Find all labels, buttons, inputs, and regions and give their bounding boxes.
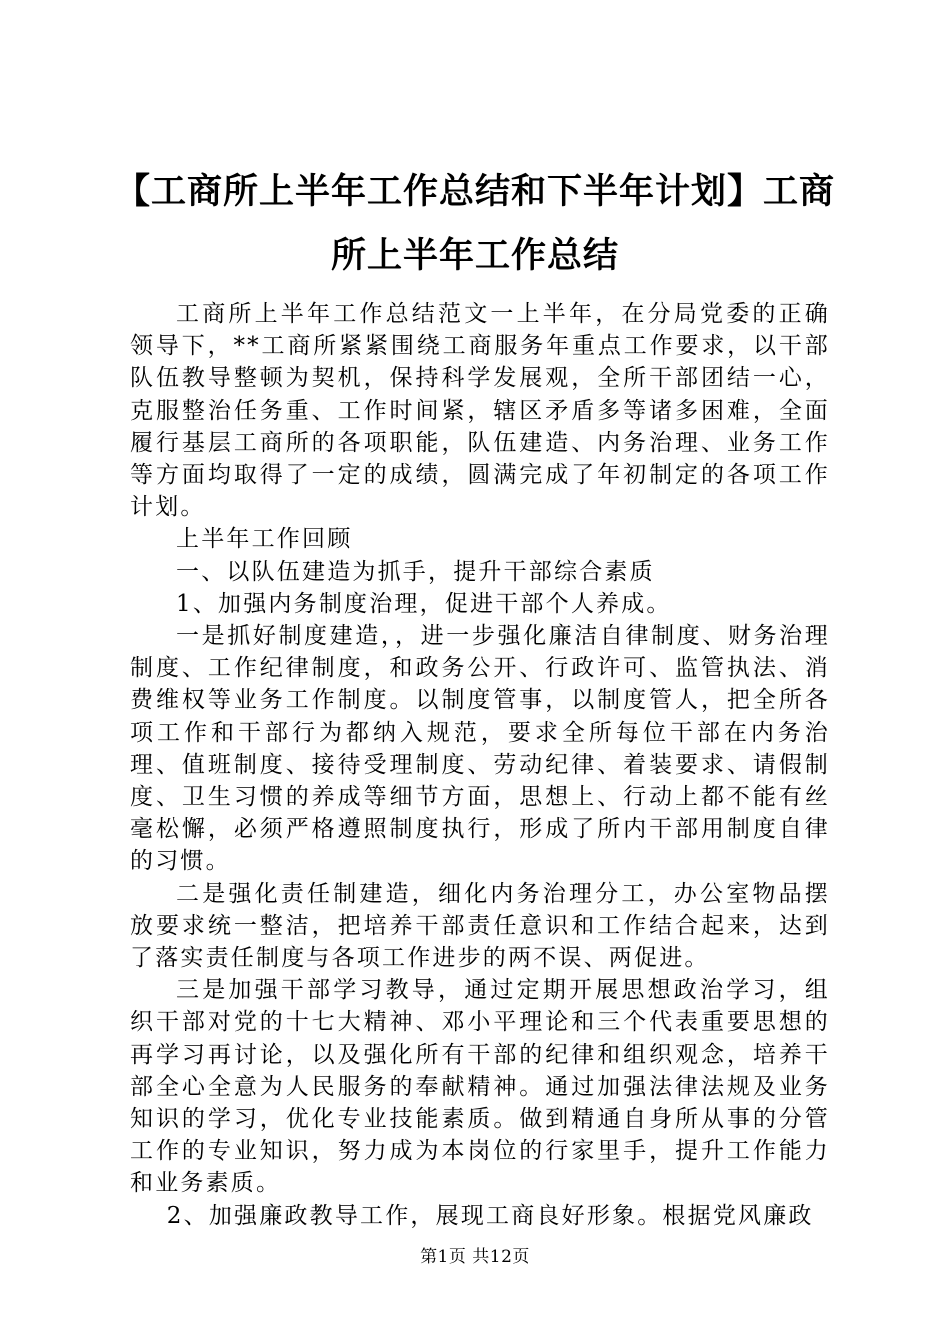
document-body — [130, 298, 830, 1232]
paragraph-point-2: 二是强化责任制建造，细化内务治理分工，办公室物品摆放要求统一整洁，把培养干部责任意识和工作结合起来，达到了落实责任制度与各项工作进步的两不误、两促进。 — [130, 880, 830, 972]
subsection-heading-1: 1、加强内务制度治理，促进干部个人养成。 — [176, 590, 672, 617]
paragraph-point-1: 一是抓好制度建造，，进一步强化廉洁自律制度、财务治理制度、工作纪律制度，和政务公开、行政许可、监管执法、消费维权等业务工作制度。以制度管事，以制度管人，把全所各项工作和干部行为都纳入规范，要求全所每位干部在内务治理、值班制度、接待受理制度、劳动纪律、着装要求、请假制度、卫生习惯的养成等细节方面，思想上、行动上都不能有丝毫松懈，必须严格遵照制度执行，形成了所内干部用制度自律的习惯。 — [130, 623, 830, 875]
page-footer: 第1页 共12页 — [420, 1247, 530, 1267]
document-title: 【工商所上半年工作总结和下半年计划】工商所上半年工作总结 — [114, 171, 835, 276]
paragraph-point-3: 三是加强干部学习教导，通过定期开展思想政治学习，组织干部对党的十七大精神、邓小平理论和三个代表重要思想的再学习再讨论，以及强化所有干部的纪律和组织观念，培养干部全心全意为人民服务的奉献精神。通过加强法律法规及业务知识的学习，优化专业技能素质。做到精通自身所从事的分管工作的专业知识，努力成为本岗位的行家里手，提升工作能力和业务素质。 — [130, 977, 830, 1197]
paragraph-subsection-2: 2、加强廉政教导工作，展现工商良好形象。根据党风廉政 — [166, 1202, 814, 1229]
section-heading-review: 上半年工作回顾 — [176, 526, 353, 553]
paragraph-intro: 工商所上半年工作总结范文一上半年，在分局党委的正确领导下，**工商所紧紧围绕工商服务年重点工作要求，以干部队伍教导整顿为契机，保持科学发展观，全所干部团结一心，克服整治任务重、工作时间紧，辖区矛盾多等诸多困难，全面履行基层工商所的各项职能，队伍建造、内务治理、业务工作等方面均取得了一定的成绩，圆满完成了年初制定的各项工作计划。 — [130, 301, 830, 521]
section-heading-1: 一、以队伍建造为抓手，提升干部综合素质 — [176, 558, 655, 585]
